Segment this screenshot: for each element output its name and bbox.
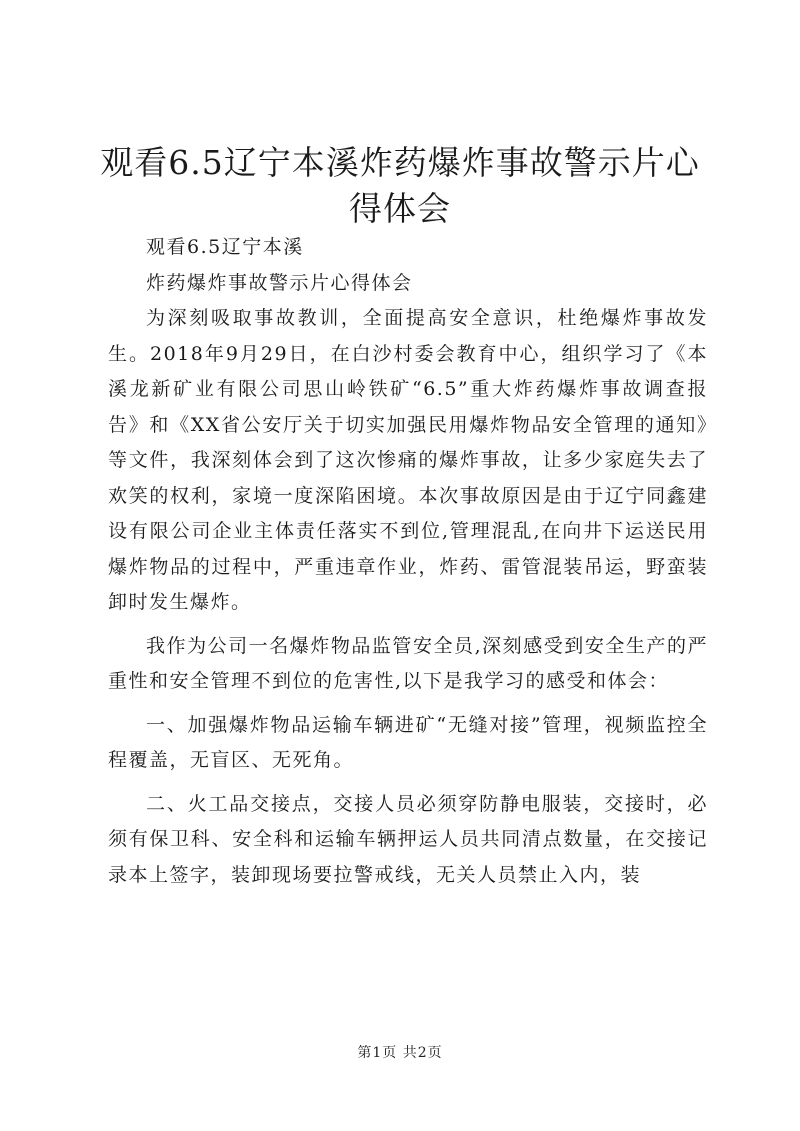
paragraph-point-1: 一、加强爆炸物品运输车辆进矿“无缝对接”管理，视频监控全程覆盖，无盲区、无死角。 [108, 713, 708, 771]
paragraph-point-2: 二、火工品交接点，交接人员必须穿防静电服装，交接时，必须有保卫科、安全科和运输车辆押运人员共同清点数量，在交接记录本上签字，装卸现场要拉警戒线，无关人员禁止入内，装 [108, 792, 708, 886]
document-body [108, 230, 708, 893]
paragraph-subtitle-line-2: 炸药爆炸事故警示片心得体会 [146, 271, 413, 294]
paragraph-subtitle-line-1: 观看6.5辽宁本溪 [146, 236, 304, 258]
document-title: 观看6.5辽宁本溪炸药爆炸事故警示片心得体会 [100, 143, 700, 228]
paragraph-intro: 为深刻吸取事故教训，全面提高安全意识，杜绝爆炸事故发生。2018年9月29日，在白沙村委会教育中心，组织学习了《本溪龙新矿业有限公司思山岭铁矿“6.5”重大炸药爆炸事故调查报告》和《XX省公安厅关于切实加强民用爆炸物品安全管理的通知》等文件，我深刻体会到了这次惨痛的爆炸事故，让多少家庭失去了欢笑的权利，家境一度深陷困境。本次事故原因是由于辽宁同鑫建设有限公司企业主体责任落实不到位,管理混乱,在向井下运送民用爆炸物品的过程中，严重违章作业，炸药、雷管混装吊运，野蛮装卸时发生爆炸。 [108, 307, 708, 613]
page-number: 第1页 共2页 [357, 1045, 443, 1061]
paragraph-reflection: 我作为公司一名爆炸物品监管安全员,深刻感受到安全生产的严重性和安全管理不到位的危害性,以下是我学习的感受和体会： [108, 634, 708, 692]
